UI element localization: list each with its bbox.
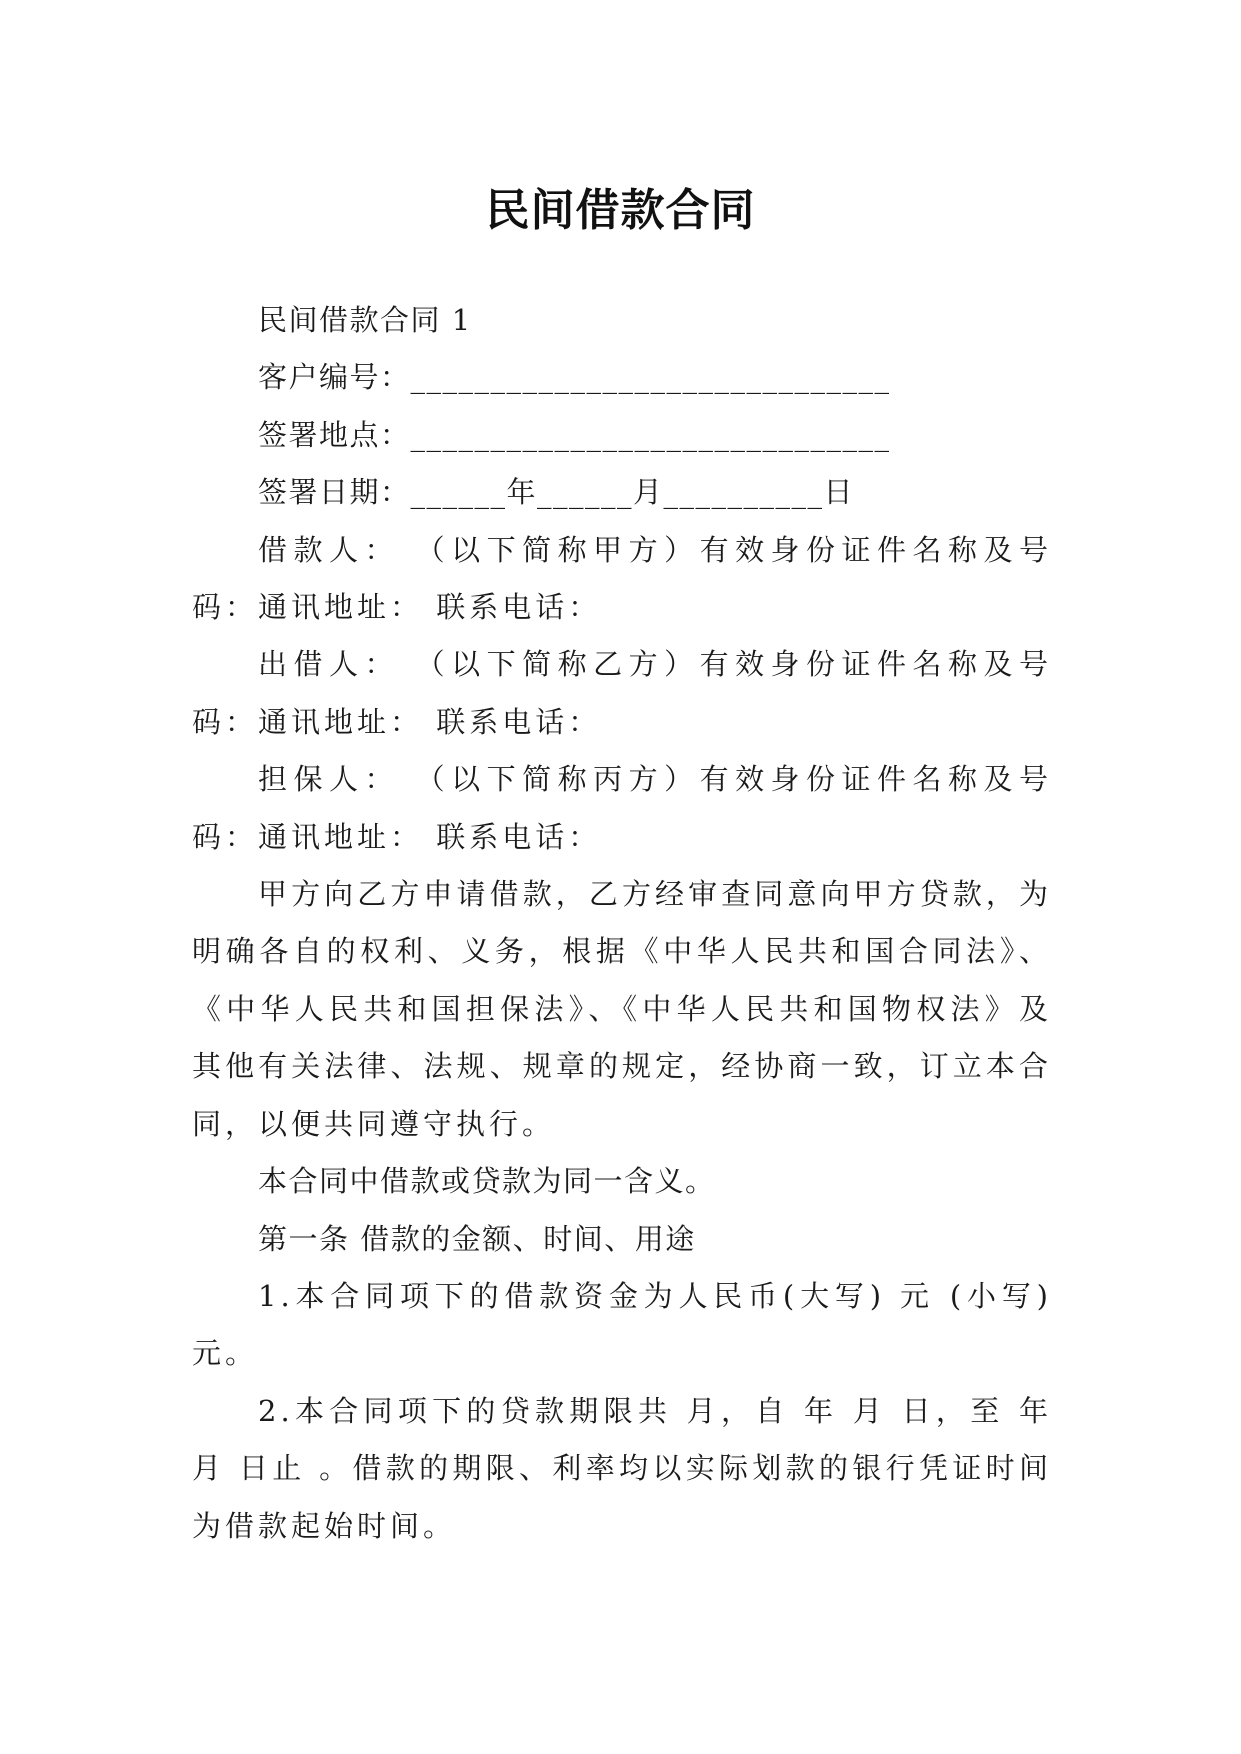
article-heading: 第一条 借款的金额、时间、用途 — [258, 1221, 696, 1256]
signing-place-field: 签署地点：______________________________ — [258, 417, 891, 452]
borrower-info: 借款人： （以下简称甲方）有效身份证件名称及号码：通讯地址： 联系电话： — [192, 532, 1052, 625]
document-title: 民间借款合同 — [485, 185, 756, 237]
preamble-paragraph: 甲方向乙方申请借款，乙方经审查同意向甲方贷款，为明确各自的权利、义务，根据《中华人民共和国合同法》、《中华人民共和国担保法》、《中华人民共和国物权法》及其他有关法律、法规、规章的规定，经协商一致，订立本合同，以便共同遵守执行。 — [192, 877, 1052, 1141]
clause-amount: 1.本合同项下的借款资金为人民币(大写) 元 (小写) 元。 — [192, 1278, 1052, 1371]
document-body — [192, 292, 1052, 1555]
lender-info: 出借人： （以下简称乙方）有效身份证件名称及号码：通讯地址： 联系电话： — [192, 647, 1052, 739]
definition-paragraph: 本合同中借款或贷款为同一含义。 — [258, 1164, 716, 1199]
clause-term: 2.本合同项下的贷款期限共 月，自 年 月 日，至 年 月 日止 。借款的期限、利率均以实际划款的银行凭证时间为借款起始时间。 — [192, 1393, 1052, 1543]
customer-number-field: 客户编号：______________________________ — [258, 360, 891, 395]
signing-date-field: 签署日期：______年______月__________日 — [258, 475, 855, 510]
document-subtitle: 民间借款合同 1 — [258, 303, 472, 337]
guarantor-info: 担保人： （以下简称丙方）有效身份证件名称及号码：通讯地址： 联系电话： — [192, 762, 1052, 854]
